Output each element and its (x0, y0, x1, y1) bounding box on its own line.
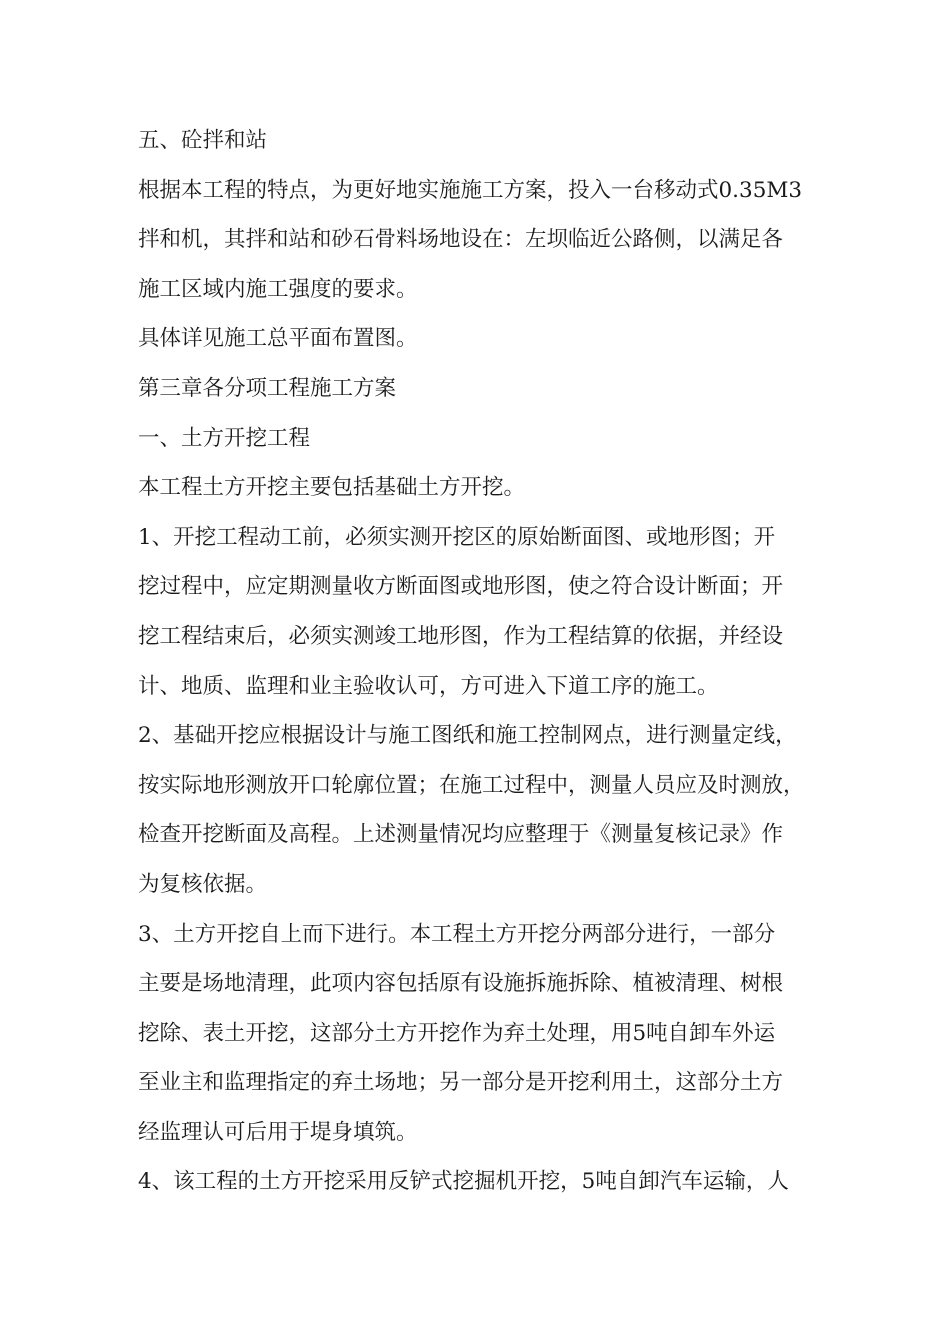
list-item-line: 挖过程中，应定期测量收方断面图或地形图，使之符合设计断面；开 (138, 574, 784, 600)
paragraph-line: 根据本工程的特点，为更好地实施施工方案，投入一台移动式0.35M3 (138, 177, 803, 203)
list-item-line: 挖工程结束后，必须实测竣工地形图，作为工程结算的依据，并经设 (138, 623, 784, 649)
list-item-line: 挖除、表土开挖，这部分土方开挖作为弃土处理，用5吨自卸车外运 (138, 1020, 776, 1046)
paragraph-line: 本工程土方开挖主要包括基础土方开挖。 (138, 475, 526, 501)
list-item-line: 经监理认可后用于堤身填筑。 (138, 1119, 418, 1145)
list-item-line: 2、基础开挖应根据设计与施工图纸和施工控制网点，进行测量定线， (138, 723, 797, 749)
list-item-line: 计、地质、监理和业主验收认可，方可进入下道工序的施工。 (138, 673, 719, 699)
section-heading-mixing-station: 五、砼拌和站 (138, 128, 268, 153)
paragraph-line: 施工区域内施工强度的要求。 (138, 276, 418, 302)
paragraph-line: 具体详见施工总平面布置图。 (138, 326, 418, 352)
list-item-line: 按实际地形测放开口轮廓位置；在施工过程中，测量人员应及时测放， (138, 772, 805, 798)
document-body (138, 116, 818, 1207)
list-item-line: 检查开挖断面及高程。上述测量情况均应整理于《测量复核记录》作 (138, 822, 784, 848)
list-item-line: 3、土方开挖自上而下进行。本工程土方开挖分两部分进行，一部分 (138, 921, 776, 947)
section-heading-earthwork: 一、土方开挖工程 (138, 425, 311, 451)
list-item-line: 为复核依据。 (138, 871, 268, 897)
list-item-line: 至业主和监理指定的弃土场地；另一部分是开挖利用土，这部分土方 (138, 1070, 784, 1096)
list-item-line: 主要是场地清理，此项内容包括原有设施拆施拆除、植被清理、树根 (138, 971, 784, 997)
list-item-line: 4、该工程的土方开挖采用反铲式挖掘机开挖，5吨自卸汽车运输，人 (138, 1169, 789, 1195)
chapter-heading: 第三章各分项工程施工方案 (138, 375, 397, 401)
paragraph-line: 拌和机，其拌和站和砂石骨料场地设在：左坝临近公路侧，以满足各 (138, 227, 784, 253)
list-item-line: 1、开挖工程动工前，必须实测开挖区的原始断面图、或地形图；开 (138, 524, 776, 550)
